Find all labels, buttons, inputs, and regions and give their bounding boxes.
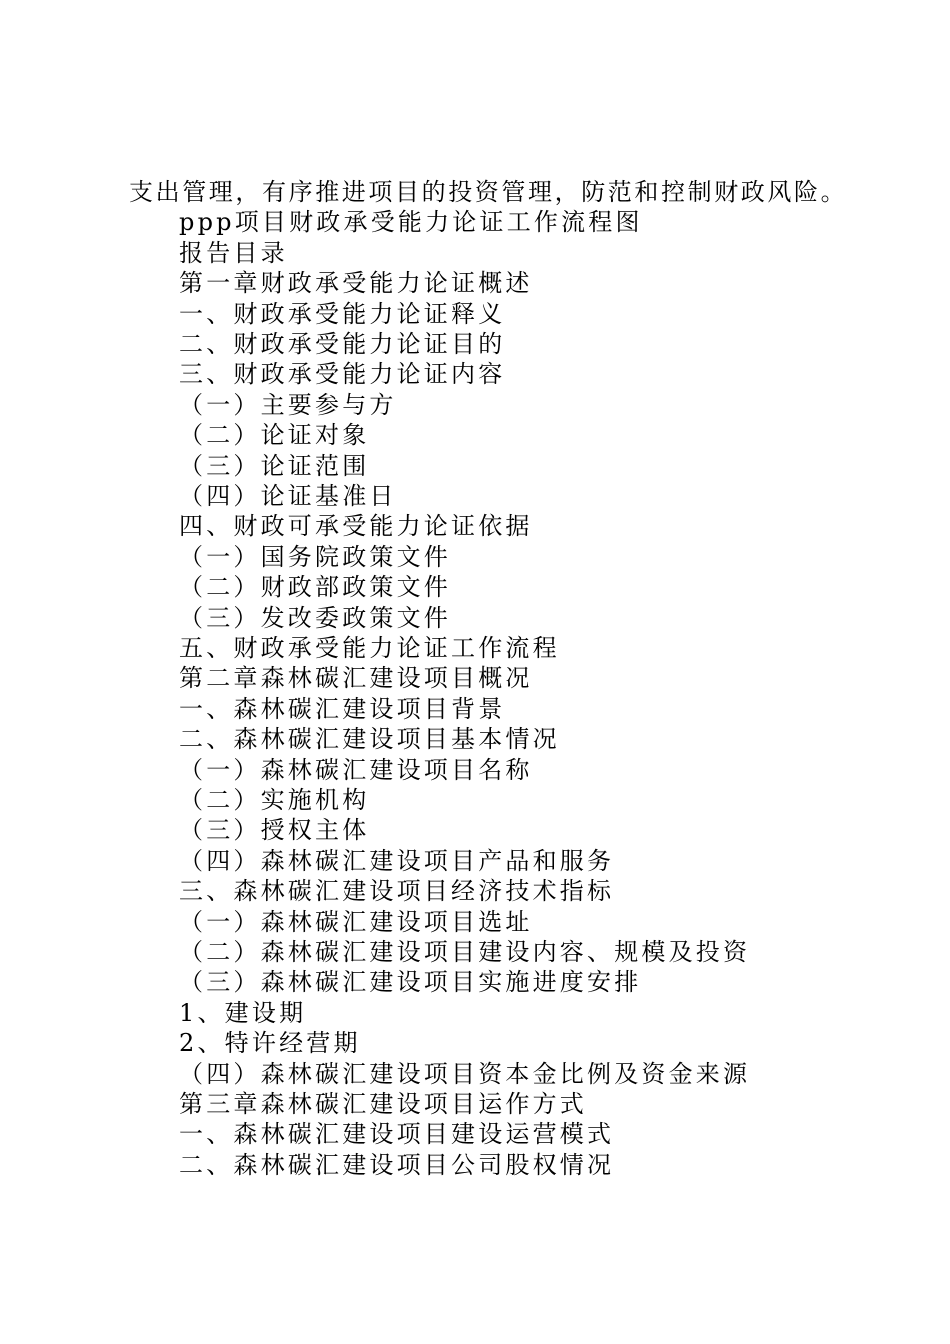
toc-section: 二、森林碳汇建设项目公司股权情况	[179, 1151, 615, 1179]
toc-subsection: （一）国务院政策文件	[179, 543, 451, 571]
toc-subsection: （二）实施机构	[179, 786, 370, 814]
toc-subsection: （一）森林碳汇建设项目名称	[179, 756, 533, 784]
toc-section: 二、森林碳汇建设项目基本情况	[179, 725, 560, 753]
toc-section: 一、森林碳汇建设项目建设运营模式	[179, 1120, 615, 1148]
toc-section: 五、财政承受能力论证工作流程	[179, 634, 560, 662]
toc-subsection: （四）森林碳汇建设项目资本金比例及资金来源	[179, 1060, 751, 1088]
toc-subsection: （三）发改委政策文件	[179, 604, 451, 632]
toc-item: 2、特许经营期	[179, 1029, 361, 1057]
toc-section: 三、森林碳汇建设项目经济技术指标	[179, 877, 615, 905]
toc-subsection: （三）论证范围	[179, 452, 370, 480]
toc-subsection: （二）论证对象	[179, 421, 370, 449]
flowchart-title: ppp项目财政承受能力论证工作流程图	[179, 208, 643, 236]
toc-subsection: （二）森林碳汇建设项目建设内容、规模及投资	[179, 938, 751, 966]
toc-subsection: （一）主要参与方	[179, 391, 397, 419]
toc-heading: 报告目录	[179, 239, 288, 267]
body-text-line: 支出管理，有序推进项目的投资管理，防范和控制财政风险。	[129, 178, 848, 206]
toc-chapter: 第三章森林碳汇建设项目运作方式	[179, 1090, 587, 1118]
toc-section: 四、财政可承受能力论证依据	[179, 512, 533, 540]
toc-subsection: （二）财政部政策文件	[179, 573, 451, 601]
toc-subsection: （三）授权主体	[179, 816, 370, 844]
toc-section: 三、财政承受能力论证内容	[179, 360, 506, 388]
toc-subsection: （一）森林碳汇建设项目选址	[179, 908, 533, 936]
toc-chapter: 第二章森林碳汇建设项目概况	[179, 664, 533, 692]
toc-subsection: （四）论证基准日	[179, 482, 397, 510]
toc-section: 二、财政承受能力论证目的	[179, 330, 506, 358]
toc-subsection: （三）森林碳汇建设项目实施进度安排	[179, 968, 642, 996]
toc-section: 一、财政承受能力论证释义	[179, 300, 506, 328]
toc-subsection: （四）森林碳汇建设项目产品和服务	[179, 847, 615, 875]
toc-item: 1、建设期	[179, 999, 307, 1027]
toc-chapter: 第一章财政承受能力论证概述	[179, 269, 533, 297]
toc-section: 一、森林碳汇建设项目背景	[179, 695, 506, 723]
